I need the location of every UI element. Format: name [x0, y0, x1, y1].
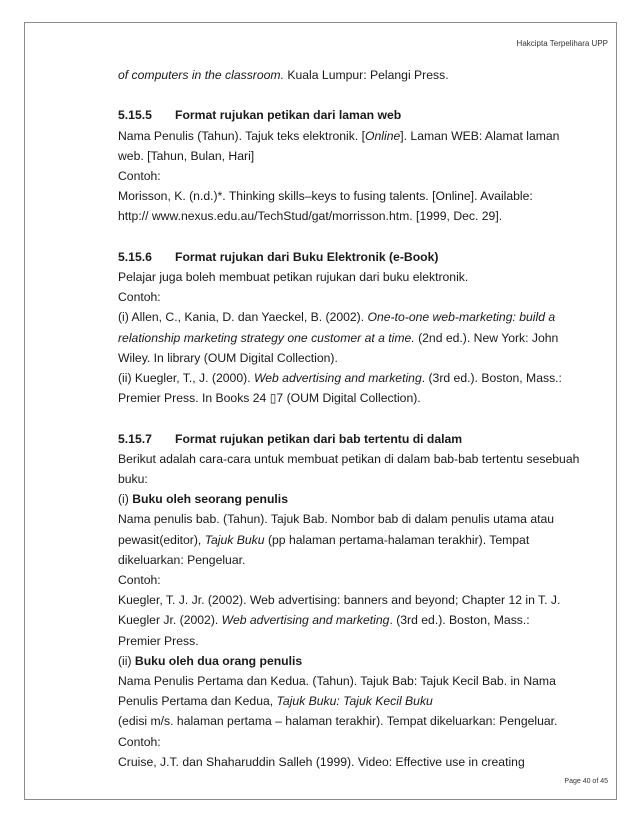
text-line: [118, 691, 578, 711]
text-segment: (i) Allen, C., Kania, D. dan Yaeckel, B. (2002).: [118, 310, 368, 325]
text-line: dikeluarkan: Pengeluar.: [118, 552, 246, 567]
section-heading-5-15-5: [118, 105, 578, 125]
reference-line: Cruise, J.T. dan Shaharuddin Salleh (1999). Video: Effective use in creating: [118, 754, 525, 769]
text-line: [118, 126, 578, 146]
intro-line: [118, 65, 578, 85]
reference-line: Morisson, K. (n.d.)*. Thinking skills–keys to fusing talents. [Online]. Available:: [118, 189, 533, 204]
text-segment: Nama Penulis (Tahun). Tajuk teks elektronik. [: [118, 128, 366, 143]
text-segment: (ii): [118, 653, 135, 668]
subheading-two-authors: [118, 651, 578, 671]
page-number: Page 40 of 45: [564, 778, 608, 785]
section-title: Format rujukan petikan dari bab tertentu di dalam: [175, 431, 463, 446]
reference-line: http:// www.nexus.edu.au/TechStud/gat/morrisson.htm. [1999, Dec. 29].: [118, 209, 503, 224]
section-number: 5.15.6: [118, 249, 152, 264]
text-segment: . (3rd ed.). Boston, Mass.:: [389, 613, 530, 628]
reference-line: [118, 368, 578, 388]
text-line: web. [Tahun, Bulan, Hari]: [118, 148, 255, 163]
text-line: Berikut adalah cara-cara untuk membuat petikan di dalam bab-bab tertentu sesebuah: [118, 451, 580, 466]
text-line: Nama penulis bab. (Tahun). Tajuk Bab. Nombor bab di dalam penulis utama atau: [118, 512, 555, 527]
example-label: Contoh:: [118, 573, 161, 588]
page-content: [118, 65, 578, 772]
section-heading-5-15-6: [118, 247, 578, 267]
section-title: Format rujukan petikan dari laman web: [175, 108, 402, 123]
text-line: [118, 530, 578, 550]
text-line: Pelajar juga boleh membuat petikan rujukan dari buku elektronik.: [118, 270, 469, 284]
text-italic: relationship marketing strategy one customer at a time.: [118, 330, 415, 345]
text-segment: (ii) Kuegler, T., J. (2000).: [118, 371, 254, 386]
text-segment: . (3rd ed.). Boston, Mass.:: [421, 371, 562, 386]
text-line: buku:: [118, 472, 148, 487]
text-segment: ]. Laman WEB: Alamat laman: [400, 128, 560, 143]
subheading-title: Buku oleh seorang penulis: [132, 492, 288, 507]
text-segment: pewasit(editor),: [118, 532, 205, 547]
reference-line: Premier Press.: [118, 633, 199, 648]
example-label: Contoh:: [118, 290, 161, 305]
text-segment: Penulis Pertama dan Kedua,: [118, 694, 277, 709]
text-line: Nama Penulis Pertama dan Kedua. (Tahun). Tajuk Bab: Tajuk Kecil Bab. in Nama: [118, 674, 556, 689]
intro-rest: Kuala Lumpur: Pelangi Press.: [283, 68, 449, 82]
section-heading-5-15-7: [118, 429, 578, 449]
reference-line: Premier Press. In Books 24 ▯7 (OUM Digital Collection).: [118, 391, 421, 406]
text-segment: (2nd ed.). New York: John: [414, 330, 559, 345]
reference-line: Kuegler, T. J. Jr. (2002). Web advertising: banners and beyond; Chapter 12 in T. J.: [118, 593, 561, 608]
text-italic: Tajuk Buku: [204, 532, 265, 547]
reference-line: Wiley. In library (OUM Digital Collection).: [118, 350, 338, 365]
reference-line: [118, 328, 578, 348]
text-italic: Tajuk Buku: Tajuk Kecil Buku: [276, 694, 433, 709]
intro-italic: of computers in the classroom.: [118, 68, 284, 82]
example-label: Contoh:: [118, 169, 161, 183]
subheading-single-author: [118, 489, 578, 509]
text-italic: Web advertising and marketing: [253, 371, 422, 386]
text-segment: Kuegler Jr. (2002).: [118, 613, 222, 628]
reference-line: [118, 307, 578, 327]
page-header: Hakcipta Terpelihara UPP: [516, 39, 608, 48]
section-number: 5.15.7: [118, 431, 152, 446]
section-title: Format rujukan dari Buku Elektronik (e-Book): [175, 249, 439, 264]
text-line: (edisi m/s. halaman pertama – halaman terakhir). Tempat dikeluarkan: Pengeluar.: [118, 714, 558, 729]
text-italic: Online: [365, 128, 401, 143]
text-italic: One-to-one web-marketing: build a: [367, 310, 556, 325]
text-segment: (i): [118, 492, 133, 507]
section-number: 5.15.5: [118, 108, 152, 123]
example-label: Contoh:: [118, 734, 161, 749]
text-italic: Web advertising and marketing: [221, 613, 390, 628]
reference-line: [118, 610, 578, 630]
text-segment: (pp halaman pertama-halaman terakhir). Tempat: [264, 532, 530, 547]
subheading-title: Buku oleh dua orang penulis: [134, 653, 303, 668]
